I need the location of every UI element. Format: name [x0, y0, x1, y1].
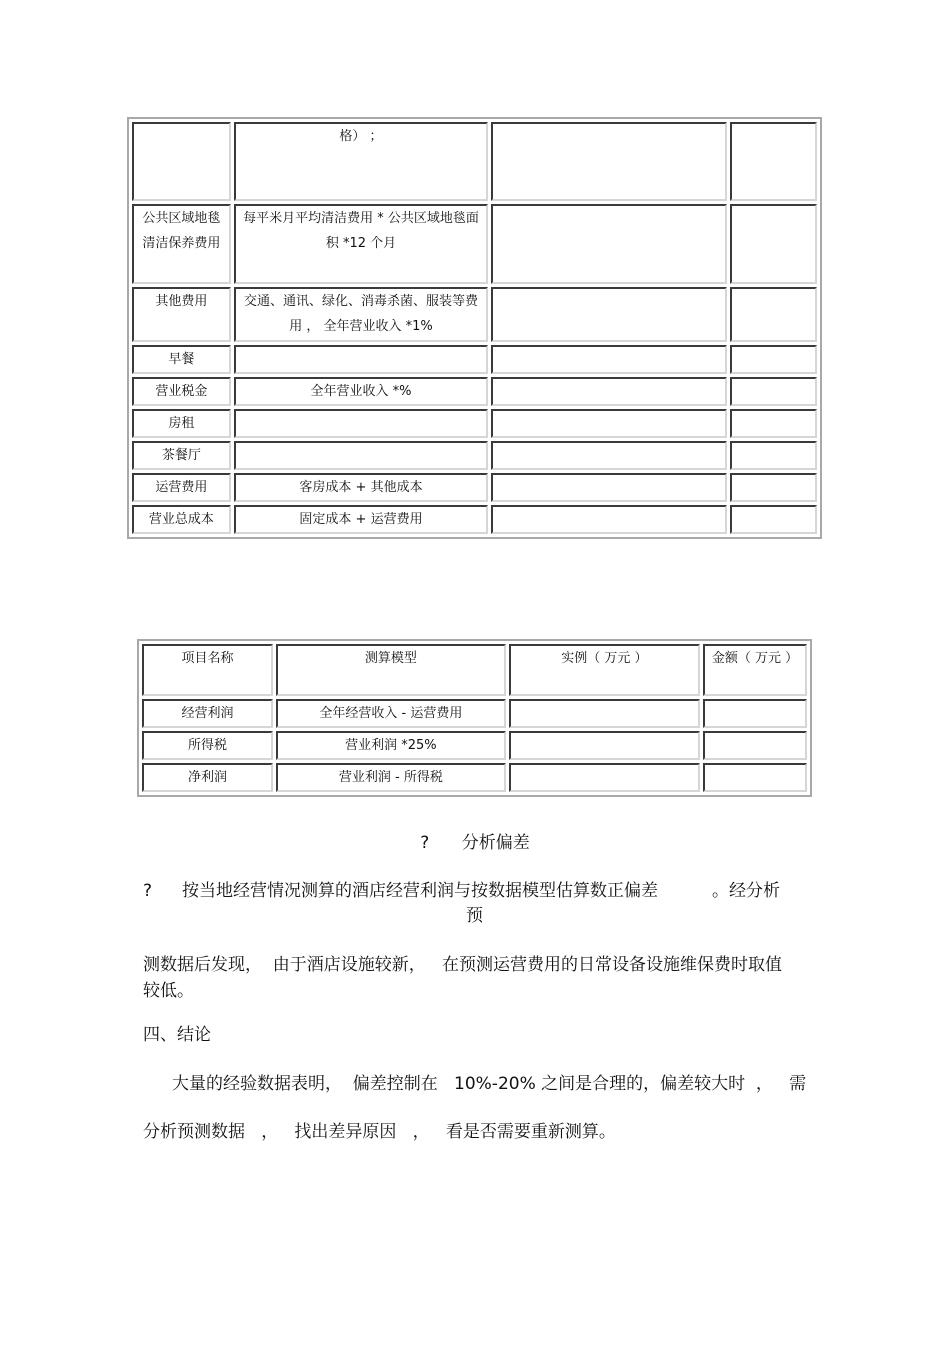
cell-amount: [730, 345, 817, 374]
header-amount: 金额（ 万元 ）: [703, 644, 807, 696]
cell-amount: [730, 505, 817, 534]
cost-table: [127, 117, 822, 539]
cell-example: [509, 763, 700, 792]
cell-model: 客房成本 + 其他成本: [234, 473, 488, 502]
cell-model: [234, 345, 488, 374]
section-heading: 四、结论: [143, 1025, 211, 1045]
cell-model: 营业利润 - 所得税: [276, 763, 506, 792]
cell-item-name: 营业总成本: [132, 505, 231, 534]
cell-example: [491, 505, 727, 534]
cell-amount: [730, 473, 817, 502]
cell-amount: [730, 122, 817, 201]
cell-item-name: 营业税金: [132, 377, 231, 406]
paragraph: 测数据后发现， 由于酒店设施较新， 在预测运营费用的日常设备设施维保费时取值较低。: [143, 955, 783, 1001]
table-row: [132, 441, 817, 470]
header-model: 测算模型: [276, 644, 506, 696]
cell-example: [509, 699, 700, 728]
cell-model: 营业利润 *25%: [276, 731, 506, 760]
cell-example: [491, 441, 727, 470]
cell-example: [491, 287, 727, 342]
header-example: 实例（ 万元 ）: [509, 644, 700, 696]
cell-example: [509, 731, 700, 760]
cell-amount: [730, 377, 817, 406]
table-row: [142, 731, 807, 760]
cell-item-name: [132, 122, 231, 201]
cell-amount: [730, 287, 817, 342]
cell-example: [491, 473, 727, 502]
bullet-text-wrap: 预: [466, 906, 483, 926]
cell-model: 全年经营收入 - 运营费用: [276, 699, 506, 728]
table-row: [132, 287, 817, 342]
section-title: ? 分析偏差: [420, 833, 530, 853]
cell-example: [491, 377, 727, 406]
cell-example: [491, 345, 727, 374]
cell-item-name: 公共区域地毯清洁保养费用: [132, 204, 231, 284]
cell-item-name: 房租: [132, 409, 231, 438]
cell-model: [234, 441, 488, 470]
cell-model: 固定成本 + 运营费用: [234, 505, 488, 534]
cell-model: 全年营业收入 *%: [234, 377, 488, 406]
table-row: [142, 763, 807, 792]
cell-amount: [730, 409, 817, 438]
cell-example: [491, 409, 727, 438]
table-row: [132, 122, 817, 201]
cell-model: 每平米月平均清洁费用 * 公共区域地毯面积 *12 个月: [234, 204, 488, 284]
paragraph-line: 分析预测数据 ， 找出差异原因 ， 看是否需要重新测算。: [143, 1122, 616, 1142]
cell-item-name: 运营费用: [132, 473, 231, 502]
cell-model: 格） ；: [234, 122, 488, 201]
table-row: [132, 377, 817, 406]
cell-amount: [703, 699, 807, 728]
table-row: [132, 473, 817, 502]
cell-item-name: 早餐: [132, 345, 231, 374]
table-row: [132, 204, 817, 284]
bullet-marker: ?: [143, 881, 153, 901]
table-header-row: [142, 644, 807, 696]
table-row: [142, 699, 807, 728]
paragraph-line: 大量的经验数据表明， 偏差控制在 10%-20% 之间是合理的，偏差较大时 ， 需: [172, 1074, 807, 1094]
cell-item-name: 所得税: [142, 731, 273, 760]
bullet-text: 按当地经营情况测算的酒店经营利润与按数据模型估算数正偏差 。经分析: [182, 881, 781, 901]
header-item-name: 项目名称: [142, 644, 273, 696]
cell-model: [234, 409, 488, 438]
cell-amount: [703, 763, 807, 792]
cell-item-name: 其他费用: [132, 287, 231, 342]
cell-model: 交通、通讯、绿化、消毒杀菌、服装等费用 ， 全年营业收入 *1%: [234, 287, 488, 342]
profit-table: [137, 639, 812, 797]
table-row: [132, 345, 817, 374]
cell-item-name: 茶餐厅: [132, 441, 231, 470]
cell-amount: [730, 204, 817, 284]
cell-example: [491, 204, 727, 284]
cell-amount: [730, 441, 817, 470]
table-row: [132, 409, 817, 438]
cell-item-name: 净利润: [142, 763, 273, 792]
table-row: [132, 505, 817, 534]
cell-amount: [703, 731, 807, 760]
cell-item-name: 经营利润: [142, 699, 273, 728]
cell-example: [491, 122, 727, 201]
